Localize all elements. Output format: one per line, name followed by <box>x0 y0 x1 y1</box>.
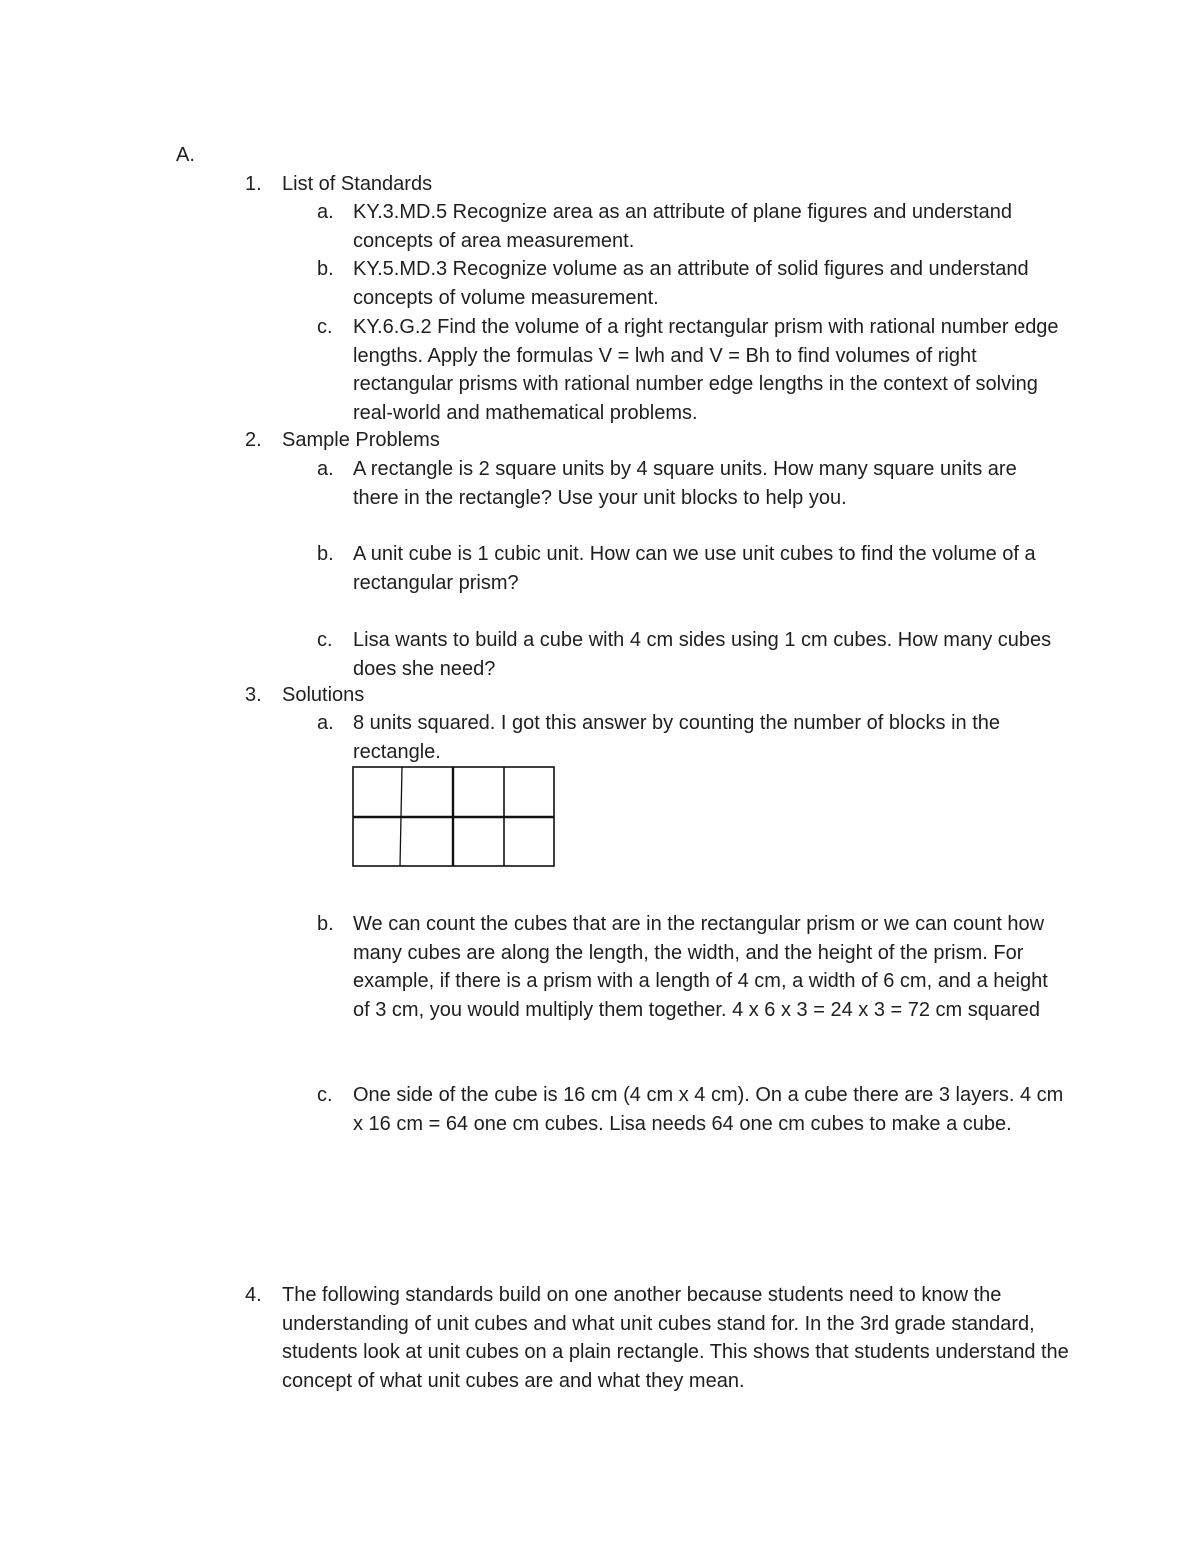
item-paragraph: The following standards build on one another because students need to know the understanding of unit cubes and what unit cubes stand for. In the 3rd grade standard, students look at unit cubes on a plain rectangle. This shows that students understand the concept of what unit cubes are and what they mean. <box>282 1284 1069 1392</box>
sub-letter: c. <box>317 629 333 651</box>
item-title: Sample Problems <box>282 429 440 451</box>
unit-blocks-grid <box>352 766 555 867</box>
item-number: 1. <box>245 173 262 195</box>
item-number: 4. <box>245 1284 262 1306</box>
unit-grid-svg <box>352 766 555 867</box>
sub-letter: a. <box>317 458 334 480</box>
item-number: 2. <box>245 429 262 451</box>
item-title: List of Standards <box>282 173 433 195</box>
sub-text: We can count the cubes that are in the rectangular prism or we can count how many cubes are along the length, the width, and the height of the prism. For example, if there is a prism with a length of 4 cm, a width of 6 cm, and a height of 3 cm, you would multiply them together. 4 x 6 x 3 = 24 x 3 = 72 cm squared <box>353 913 1048 1021</box>
sub-text: KY.5.MD.3 Recognize volume as an attribute of solid figures and understand concepts of volume measurement. <box>353 258 1029 309</box>
sub-letter: b. <box>317 258 334 280</box>
sub-text: Lisa wants to build a cube with 4 cm sides using 1 cm cubes. How many cubes does she need? <box>353 629 1052 680</box>
sub-letter: a. <box>317 201 334 223</box>
sub-letter: b. <box>317 543 334 565</box>
sub-text: KY.6.G.2 Find the volume of a right rectangular prism with rational number edge lengths. Apply the formulas V = lwh and V = Bh to find volumes of right rectangular prisms with rational number edge lengths in the context of solving real-world and mathematical problems. <box>353 316 1059 424</box>
sub-text: One side of the cube is 16 cm (4 cm x 4 cm). On a cube there are 3 layers. 4 cm x 16 cm = 64 one cm cubes. Lisa needs 64 one cm cubes to make a cube. <box>353 1084 1064 1135</box>
item-number: 3. <box>245 684 262 706</box>
sub-letter: a. <box>317 712 334 734</box>
sub-text: A rectangle is 2 square units by 4 square units. How many square units are there in the rectangle? Use your unit blocks to help you. <box>353 458 1017 509</box>
section-label: A. <box>176 144 195 166</box>
item-title: Solutions <box>282 684 365 706</box>
sub-text: KY.3.MD.5 Recognize area as an attribute of plane figures and understand concepts of area measurement. <box>353 201 1012 252</box>
sub-text: 8 units squared. I got this answer by counting the number of blocks in the rectangle. <box>353 712 1001 763</box>
sub-letter: c. <box>317 316 333 338</box>
sub-text: A unit cube is 1 cubic unit. How can we use unit cubes to find the volume of a rectangular prism? <box>353 543 1036 594</box>
sub-letter: b. <box>317 913 334 935</box>
sub-letter: c. <box>317 1084 333 1106</box>
